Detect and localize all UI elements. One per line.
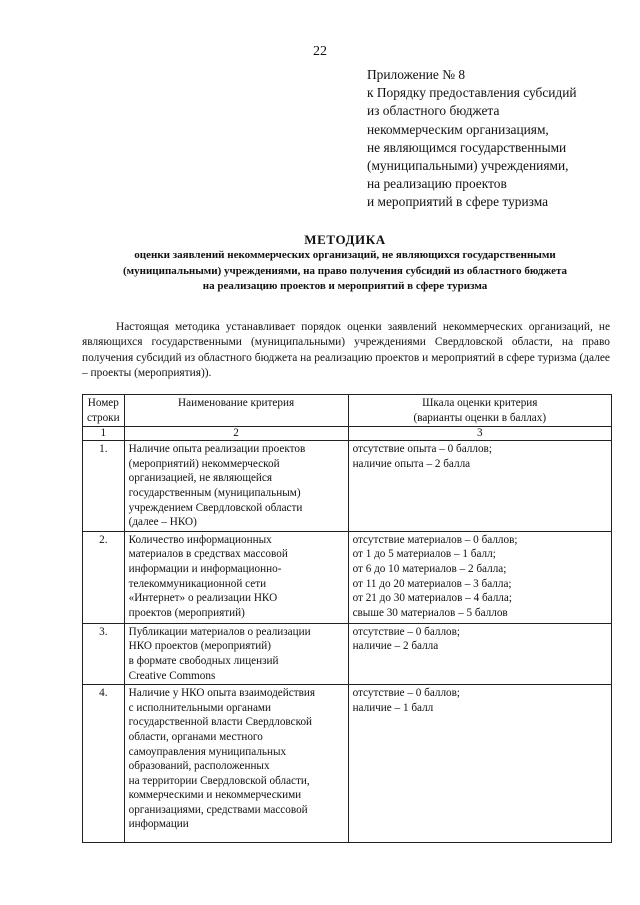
criterion-name-line: (мероприятий) некоммерческой [128, 457, 280, 470]
scale-option: наличие – 2 балла [352, 640, 439, 653]
criterion-name-line: (далее – НКО) [128, 516, 197, 529]
annex-line: на реализацию проектов [367, 176, 507, 192]
criterion-scale [348, 441, 611, 532]
column-index-row [83, 427, 612, 441]
scale-option: наличие опыта – 2 балла [352, 457, 471, 470]
criterion-name [124, 441, 348, 532]
criterion-name-line: материалов в средствах массовой [128, 548, 288, 561]
annex-line: и мероприятий в сфере туризма [367, 194, 549, 210]
title-sub-line: на реализацию проектов и мероприятий в сфере туризма [202, 280, 488, 292]
criterion-name-line: государственной власти Свердловской [128, 716, 313, 729]
scale-option: отсутствие опыта – 0 баллов; [352, 443, 492, 456]
criterion-name-line: в формате свободных лицензий [128, 654, 279, 667]
criterion-name-line: Количество информационных [128, 533, 272, 546]
table-row [83, 623, 612, 684]
scale-option: от 11 до 20 материалов – 3 балла; [352, 577, 512, 590]
column-index: 3 [348, 427, 611, 441]
title-sub-line: оценки заявлений некоммерческих организаций, не являющихся государственными [134, 249, 556, 261]
criterion-name-line: коммерческими и некоммерческими [128, 789, 302, 802]
table-header-row [83, 395, 612, 427]
criterion-name-line: информации [128, 818, 189, 831]
criterion-name [124, 685, 348, 843]
table-row [83, 441, 612, 532]
criterion-name-line: учреждением Свердловской области [128, 501, 303, 514]
criterion-name-line: на территории Свердловской области, [128, 774, 310, 787]
document-title [60, 232, 630, 295]
criterion-scale [348, 685, 611, 843]
criterion-name-line: «Интернет» о реализации НКО [128, 592, 278, 605]
table-row [83, 685, 612, 843]
row-number: 1. [83, 441, 125, 532]
scale-option: отсутствие – 0 баллов; [352, 687, 461, 700]
scale-option: отсутствие материалов – 0 баллов; [352, 533, 518, 546]
table-row [83, 531, 612, 623]
annex-line: некоммерческим организациям, [367, 121, 549, 137]
annex-line: (муниципальными) учреждениями, [367, 158, 569, 174]
row-number: 4. [83, 685, 125, 843]
column-index: 2 [124, 427, 348, 441]
annex-line: не являющимся государственными [367, 139, 567, 155]
criterion-name-line: самоуправления муниципальных [128, 745, 287, 758]
column-index: 1 [83, 427, 125, 441]
criterion-name-line: информации и информационно- [128, 562, 282, 575]
criteria-table [82, 394, 612, 843]
criterion-name-line: образований, расположенных [128, 760, 270, 773]
criterion-scale [348, 531, 611, 623]
scale-option: от 21 до 30 материалов – 4 балла; [352, 592, 512, 605]
criterion-name-line: организациями, средствами массовой [128, 803, 308, 816]
annex-line: из областного бюджета [367, 103, 500, 119]
row-number: 2. [83, 531, 125, 623]
criterion-name [124, 531, 348, 623]
scale-option: свыше 30 материалов – 5 баллов [352, 606, 508, 619]
scale-option: от 1 до 5 материалов – 1 балл; [352, 548, 496, 561]
header-row-number-line: строки [87, 411, 120, 424]
header-row-number [83, 395, 125, 427]
criterion-scale [348, 623, 611, 684]
scale-option: отсутствие – 0 баллов; [352, 625, 461, 638]
criterion-name-line: организацией, не являющейся [128, 472, 273, 485]
criterion-name-line: с исполнительными органами [128, 701, 271, 714]
annex-line: Приложение № 8 [367, 67, 466, 82]
annex-header [367, 66, 637, 212]
header-criterion-name: Наименование критерия [124, 395, 348, 427]
criterion-name-line: Публикации материалов о реализации [128, 625, 311, 638]
criterion-name-line: НКО проектов (мероприятий) [128, 640, 271, 653]
scale-option: от 6 до 10 материалов – 2 балла; [352, 562, 507, 575]
scale-option: наличие – 1 балл [352, 701, 434, 714]
header-scale-line: (варианты оценки в баллах) [413, 411, 547, 424]
header-row-number-line: Номер [87, 397, 119, 409]
header-scale [348, 395, 611, 427]
criterion-name-line: области, органами местного [128, 730, 263, 743]
criterion-name [124, 623, 348, 684]
intro-paragraph [82, 320, 610, 382]
title-sub-line: (муниципальными) учреждениями, на право получения субсидий из областного бюджета [122, 264, 568, 277]
criterion-name-line: проектов (мероприятий) [128, 606, 245, 619]
title-main: МЕТОДИКА [304, 232, 386, 247]
criterion-name-line: Creative Commons [128, 669, 216, 682]
header-scale-line: Шкала оценки критерия [422, 397, 538, 409]
page-number: 22 [313, 44, 327, 59]
criterion-name-line: телекоммуникационной сети [128, 577, 267, 590]
criterion-name-line: Наличие у НКО опыта взаимодействия [128, 687, 316, 700]
criterion-name-line: государственным (муниципальным) [128, 486, 301, 499]
intro-text: Настоящая методика устанавливает порядок оценки заявлений некоммерческих организаций, не являющихся государственными (муниципальными) учреждениями Свердловской области, на право получения субсидий из областного бюджета на реализацию проектов и мероприятий в сфере туризма (далее – проекты (мероприятия)). [82, 321, 610, 380]
row-number: 3. [83, 623, 125, 684]
annex-line: к Порядку предоставления субсидий [367, 85, 577, 101]
criterion-name-line: Наличие опыта реализации проектов [128, 443, 306, 456]
